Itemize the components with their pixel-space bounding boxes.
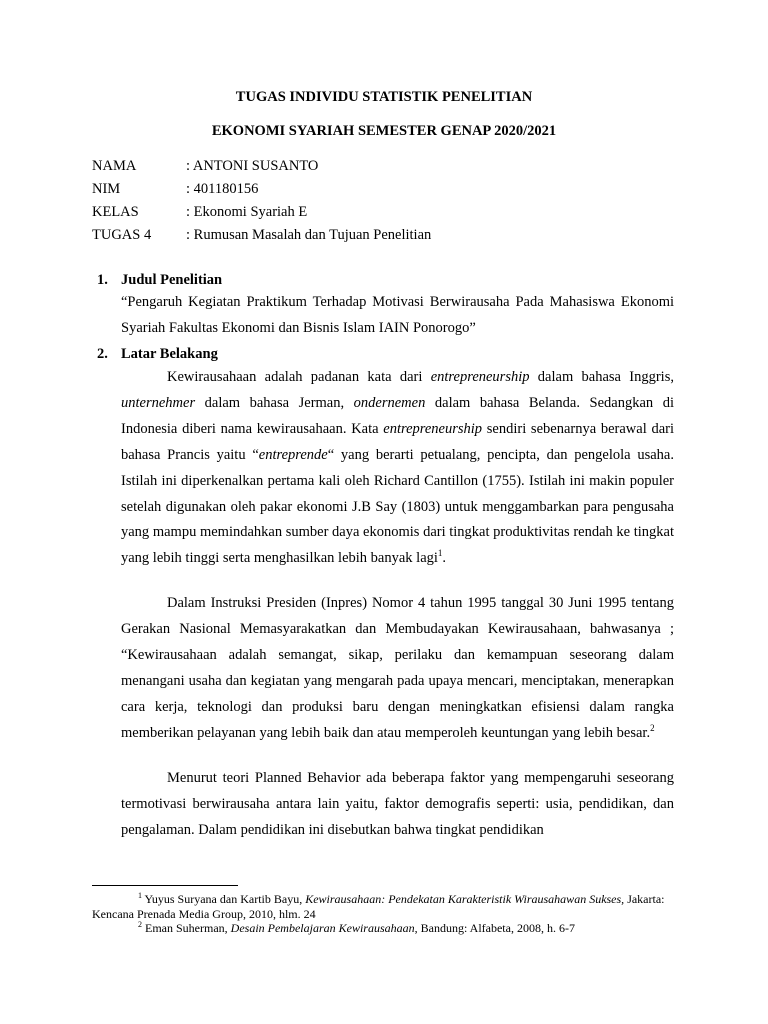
section-1-heading: Judul Penelitian: [121, 272, 223, 288]
document-title: TUGAS INDIVIDU STATISTIK PENELITIAN: [235, 89, 533, 105]
footnote-separator: [92, 885, 238, 886]
footnote-1-text-b: Jakarta: Kencana Prenada Media Group, 2010, hlm. 24: [92, 892, 665, 921]
footnote-ref-2[interactable]: 2: [650, 722, 655, 733]
footnote-1-mark: 1: [138, 891, 142, 900]
p1-text-end: .: [442, 550, 447, 567]
tugas-value: : Rumusan Masalah dan Tujuan Penelitian: [186, 227, 432, 243]
document-subtitle: EKONOMI SYARIAH SEMESTER GENAP 2020/2021: [211, 123, 557, 139]
p1-text-c: dalam bahasa Inggris,: [529, 369, 674, 385]
footnote-ref-1[interactable]: 1: [437, 548, 443, 559]
p3-text: Menurut teori Planned Behavior ada beberapa faktor yang mempengaruhi seseorang termotivasi berwirausaha antara lain yaitu, faktor demografis seperti: usia, pendidikan, dan pengalaman. Dalam pendidikan ini disebutkan bahwa tingkat pendidikan: [121, 770, 674, 838]
p1-term-ondernemen: ondernemen: [353, 394, 426, 411]
p1-term-entreprende: entreprende: [258, 446, 328, 463]
footnote-1-book-title: Kewirausahaan: Pendekatan Karakteristik Wirausahawan Sukses,: [305, 892, 625, 906]
section-1-number: 1.: [97, 272, 108, 288]
kelas-value: : Ekonomi Syariah E: [186, 204, 308, 220]
nim-label: NIM: [92, 181, 121, 197]
nama-label: NAMA: [92, 158, 137, 174]
p1-term-unternehmer: unternehmer: [121, 394, 196, 411]
footnote-1: [92, 892, 674, 921]
p1-text-k: “ yang berarti petualang, pencipta, dan pengelola usaha. Istilah ini diperkenalkan pertama kali oleh Richard Cantillon (1755). Istilah ini makin populer setelah digunakan oleh pakar ekonomi J.B Say (1803) untuk menggambarkan para pengusaha yang mampu memindahkan sumber daya ekonomis dari tingkat produktivitas rendah ke tingkat yang lebih tinggi serta menghasilkan lebih banyak lagi: [121, 446, 674, 567]
p1-text-a: Kewirausahaan adalah padanan kata dari: [167, 369, 431, 385]
kelas-label: KELAS: [92, 204, 139, 220]
research-title-text: “Pengaruh Kegiatan Praktikum Terhadap Motivasi Berwirausaha Pada Mahasiswa Ekonomi Syariah Fakultas Ekonomi dan Bisnis Islam IAIN Ponorogo”: [121, 294, 674, 336]
nama-value: : ANTONI SUSANTO: [186, 158, 319, 174]
p1-term-entrepreneurship-2: entrepreneurship: [383, 420, 483, 437]
p1-term-entrepreneurship: entrepreneurship: [430, 369, 530, 385]
tugas-label: TUGAS 4: [92, 227, 152, 243]
section-2-heading: Latar Belakang: [121, 346, 218, 362]
p1-text-e: dalam bahasa Jerman,: [195, 394, 354, 411]
section-2-number: 2.: [97, 346, 108, 362]
footnote-2: [92, 921, 674, 936]
nim-value: : 401180156: [186, 181, 259, 197]
p2-text: Dalam Instruksi Presiden (Inpres) Nomor 4 tahun 1995 tanggal 30 Juni 1995 tentang Gerakan Nasional Memasyarakatkan dan Membudayakan Kewirausahaan, bahwasanya ; “Kewirausahaan adalah semangat, sikap, perilaku dan kemampuan seseorang dalam menangani usaha dan kegiatan yang mengarah pada upaya mencari, menciptakan, menerapkan cara kerja, teknologi dan produksi baru dengan meningkatkan efisiensi dalam rangka memberikan pelayanan yang lebih baik dan atau memperoleh keuntungan yang lebih besar.: [121, 595, 674, 741]
p1-text-i: sendiri sebenarnya berawal dari bahasa Prancis yaitu “: [121, 420, 674, 463]
footnote-2-text-a: Eman Suherman,: [142, 921, 231, 935]
background-paragraph-1: [121, 365, 674, 572]
background-paragraph-2: [121, 591, 674, 746]
footnote-2-mark: 2: [138, 920, 142, 929]
footnote-2-text-b: , Bandung: Alfabeta, 2008, h. 6-7: [414, 921, 575, 935]
footnote-2-book-title: Desain Pembelajaran Kewirausahaan: [230, 921, 415, 935]
background-paragraph-3: [121, 766, 674, 844]
footnote-1-text-a: Yuyus Suryana dan Kartib Bayu,: [142, 892, 306, 906]
p1-text-g: dalam bahasa Belanda. Sedangkan di Indonesia diberi nama kewirausahaan. Kata: [121, 394, 674, 437]
